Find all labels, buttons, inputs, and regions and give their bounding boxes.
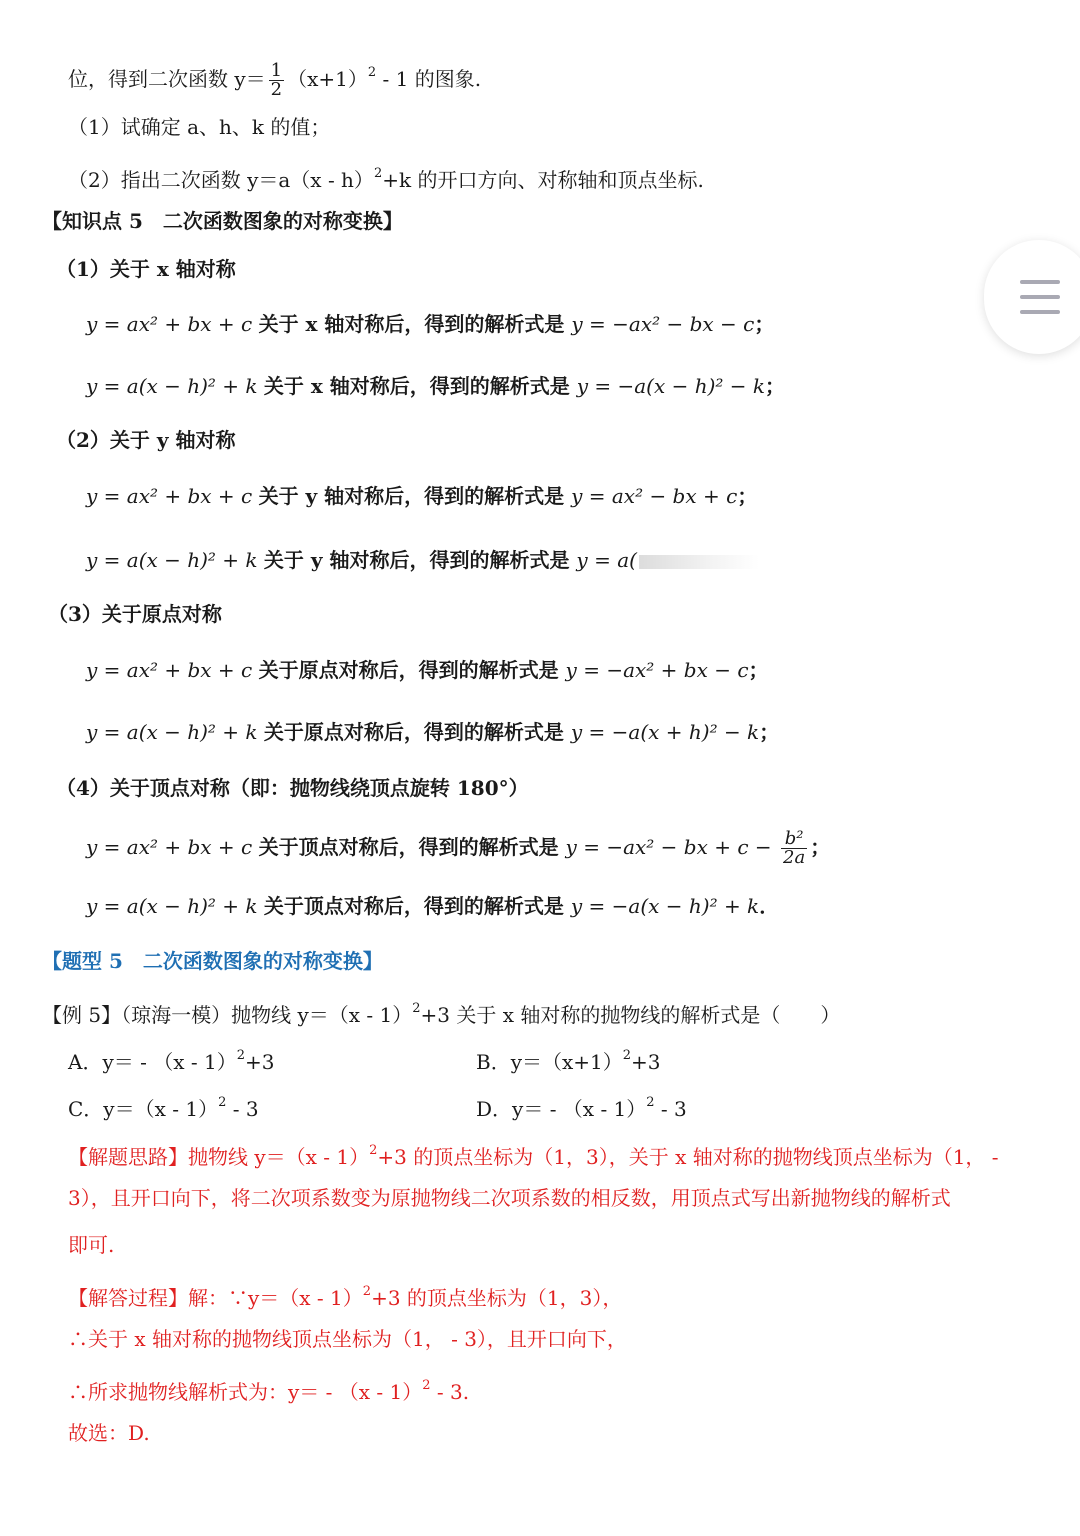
option-a: A．y＝ - （x - 1）$^2$+3: [68, 1048, 275, 1074]
formula-vertex-vertex: y = a(x − h)² + k 关于顶点对称后，得到的解析式是 y = −a(x − h)² + k．: [86, 894, 780, 918]
question-type-5-heading: 【题型 5 二次函数图象的对称变换】: [42, 949, 383, 973]
text-line-transform-result: 位，得到二次函数 y＝ $\frac{1}{2}$ $(x+1)^2 - 1$ 的图象.: [68, 60, 482, 100]
knowledge-point-5-heading: 【知识点 5 二次函数图象的对称变换】: [42, 209, 403, 233]
floating-menu-button[interactable]: [984, 240, 1080, 354]
formula-vertex-general: y = ax² + bx + c 关于顶点对称后，得到的解析式是 y = −ax² − bx + c − $\frac{\text{b²}}{2a}$ ；: [86, 828, 831, 868]
faded-formula-overlay: [639, 555, 759, 569]
option-d: D．y＝ - （x - 1）$^2$ - 3: [476, 1095, 687, 1121]
fraction-b-squared-over-2a: $\frac{\text{b²}}{2a}$: [783, 828, 806, 868]
solution-idea-line-3: 即可.: [68, 1233, 115, 1257]
question-part-2: （2）指出二次函数 y＝a（x - h）$^2$+k 的开口方向、对称轴和顶点坐标.: [68, 166, 704, 192]
solution-idea-line-1: 【解题思路】抛物线 y＝（x - 1）$^2$+3 的顶点坐标为（1，3），关于 x 轴对称的抛物线顶点坐标为（1， -: [68, 1143, 999, 1169]
option-c: C．y＝（x - 1）$^2$ - 3: [68, 1095, 259, 1121]
solution-process-line-1: 【解答过程】解：∵y＝（x - 1）$^2$+3 的顶点坐标为（1，3），: [68, 1284, 623, 1310]
formula-origin-general: y = ax² + bx + c 关于原点对称后，得到的解析式是 y = −ax² + bx − c；: [86, 658, 769, 682]
example-5-question: 【例 5】（琼海一模）抛物线 y＝（x - 1）$^2$+3 关于 x 轴对称的抛物线的解析式是（ ）: [42, 1001, 841, 1027]
section-x-axis-symmetry: （1）关于 x 轴对称: [56, 257, 236, 281]
question-part-1: （1）试确定 a、h、k 的值；: [68, 115, 331, 139]
section-vertex-symmetry: （4）关于顶点对称（即：抛物线绕顶点旋转 180°）: [56, 776, 529, 800]
option-b: B．$y=(x+1)^2+3$: [476, 1048, 661, 1074]
formula-y-axis-general: y = ax² + bx + c 关于 y 轴对称后，得到的解析式是 y = ax² − bx + c；: [86, 484, 758, 508]
section-y-axis-symmetry: （2）关于 y 轴对称: [56, 428, 236, 452]
formula-y-axis-vertex: y = a(x − h)² + k 关于 y 轴对称后，得到的解析式是 y = a(: [86, 547, 759, 573]
formula-x-axis-vertex: y = a(x − h)² + k 关于 x 轴对称后，得到的解析式是 y = −a(x − h)² − k；: [86, 374, 786, 398]
formula-x-axis-general: y = ax² + bx + c 关于 x 轴对称后，得到的解析式是 y = −ax² − bx − c；: [86, 312, 775, 336]
formula-origin-vertex: y = a(x − h)² + k 关于原点对称后，得到的解析式是 y = −a(x + h)² − k；: [86, 720, 780, 744]
section-origin-symmetry: （3）关于原点对称: [48, 602, 222, 626]
answer-choice: 故选：D.: [68, 1421, 150, 1445]
solution-idea-line-2: 3），且开口向下，将二次项系数变为原抛物线二次项系数的相反数，用顶点式写出新抛物线的解析式: [68, 1186, 951, 1210]
fraction-one-half: $\frac{1}{2}$: [270, 60, 283, 100]
solution-process-line-3: ∴所求抛物线解析式为：y＝ - （x - 1）$^2$ - 3.: [68, 1378, 470, 1404]
solution-process-line-2: ∴关于 x 轴对称的抛物线顶点坐标为（1， - 3），且开口向下，: [68, 1327, 627, 1351]
